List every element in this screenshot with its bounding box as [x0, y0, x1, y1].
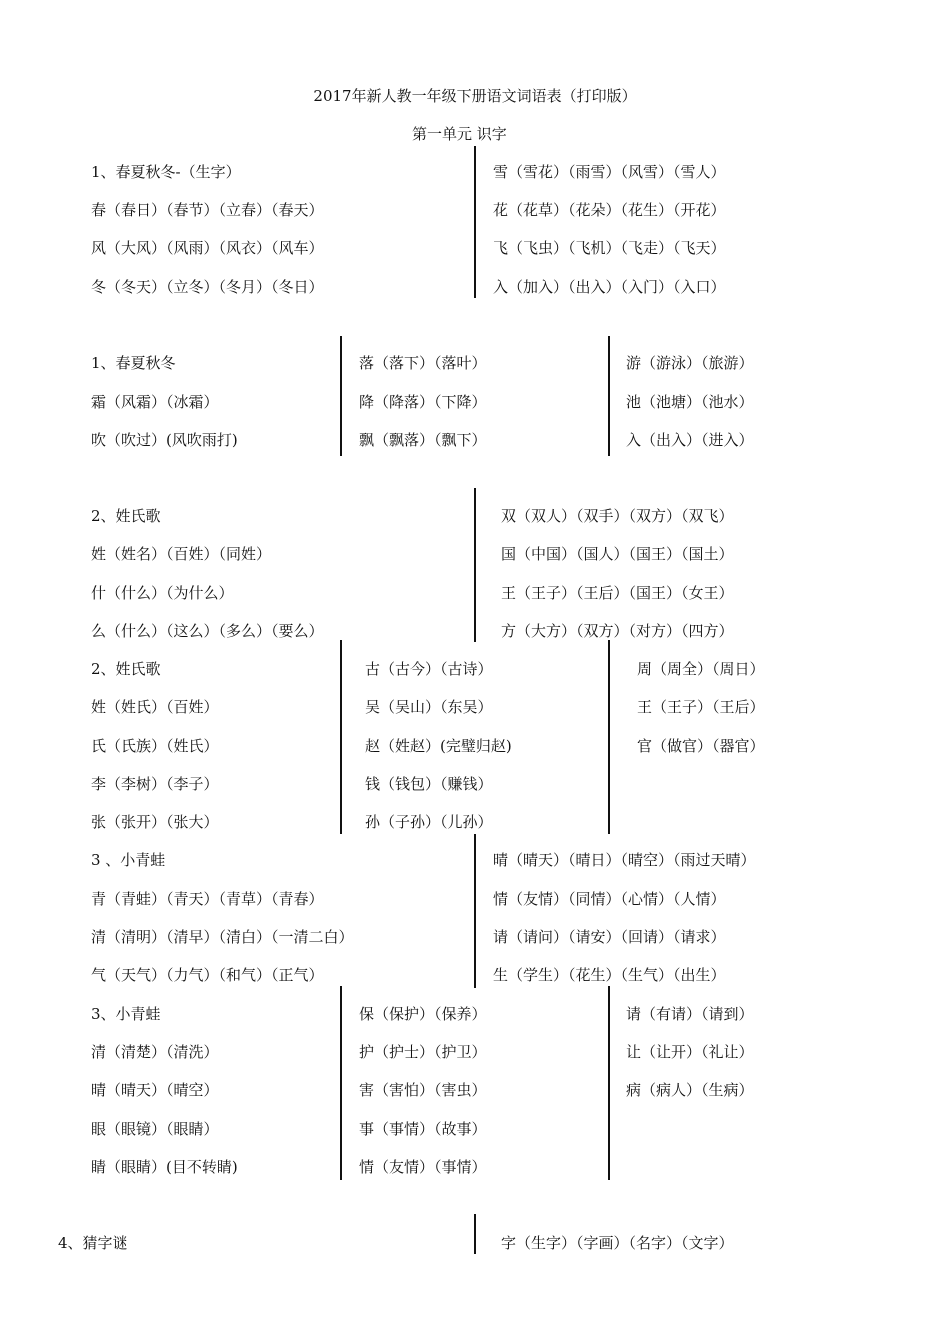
word-entry: 方（大方）（双方）（对方）（四方） [501, 622, 734, 640]
word-entry: 王（王子）（王后）（国王）（女王） [501, 584, 734, 602]
section-heading: 4、猜字谜 [58, 1234, 128, 1252]
column-divider [608, 336, 610, 456]
word-entry: 护（护士）（护卫） [359, 1043, 487, 1061]
section-heading: 2、姓氏歌 [91, 660, 161, 678]
word-entry: 请（有请）（请到） [626, 1005, 754, 1023]
word-entry: 青（青蛙）（青天）（青草）（青春） [91, 890, 324, 908]
column-divider [340, 986, 342, 1180]
word-entry: 游（游泳）（旅游） [626, 354, 754, 372]
word-entry: 雪（雪花）（雨雪）（风雪）（雪人） [493, 163, 726, 181]
word-entry: 清（清楚）（清洗） [91, 1043, 219, 1061]
word-entry: 李（李树）（李子） [91, 775, 219, 793]
word-entry: 飘（飘落）（飘下） [359, 431, 487, 449]
word-entry: 冬（冬天）（立冬）（冬月）（冬日） [91, 278, 324, 296]
column-divider [608, 986, 610, 1180]
column-divider [474, 834, 476, 988]
word-entry: 什（什么）（为什么） [91, 584, 234, 602]
word-entry: 让（让开）（礼让） [626, 1043, 754, 1061]
column-divider [340, 336, 342, 456]
word-entry: 赵（姓赵）(完璧归赵) [365, 737, 512, 755]
word-entry: 王（王子）（王后） [637, 698, 765, 716]
word-entry: 降（降落）（下降） [359, 393, 487, 411]
word-entry: 保（保护）（保养） [359, 1005, 487, 1023]
word-entry: 霜（风霜）（冰霜） [91, 393, 219, 411]
word-entry: 钱（钱包）（赚钱） [365, 775, 493, 793]
word-entry: 周（周全）（周日） [637, 660, 765, 678]
word-entry: 风（大风）（风雨）（风衣）（风车） [91, 239, 324, 257]
word-entry: 么（什么）（这么）（多么）（要么） [91, 622, 324, 640]
word-entry: 晴（晴天）（晴空） [91, 1081, 219, 1099]
word-entry: 清（清明）（清早）（清白）（一清二白） [91, 928, 354, 946]
word-entry: 张（张开）（张大） [91, 813, 219, 831]
unit-title: 第一单元 识字 [412, 125, 507, 143]
word-entry: 古（古今）（古诗） [365, 660, 493, 678]
word-entry: 池（池塘）（池水） [626, 393, 754, 411]
column-divider [340, 640, 342, 834]
section-heading: 2、姓氏歌 [91, 507, 161, 525]
word-entry: 姓（姓名）（百姓）（同姓） [91, 545, 272, 563]
word-entry: 生（学生）（花生）（生气）（出生） [493, 966, 726, 984]
word-entry: 吴（吴山）（东吴） [365, 698, 493, 716]
section-heading: 3、小青蛙 [91, 1005, 161, 1023]
word-entry: 气（天气）（力气）（和气）（正气） [91, 966, 324, 984]
word-entry: 请（请问）（请安）（回请）（请求） [493, 928, 726, 946]
word-entry: 国（中国）（国人）（国王）（国土） [501, 545, 734, 563]
word-entry: 落（落下）（落叶） [359, 354, 487, 372]
word-entry: 情（友情）（同情）（心情）（人情） [493, 890, 726, 908]
column-divider [608, 640, 610, 834]
word-entry: 花（花草）（花朵）（花生）（开花） [493, 201, 726, 219]
word-entry: 氏（氏族）（姓氏） [91, 737, 219, 755]
column-divider [474, 1214, 476, 1254]
word-entry: 官（做官）（器官） [637, 737, 765, 755]
column-divider [474, 146, 476, 298]
word-entry: 入（出入）（进入） [626, 431, 754, 449]
word-entry: 姓（姓氏）（百姓） [91, 698, 219, 716]
section-heading: 1、春夏秋冬-（生字） [91, 163, 241, 181]
word-entry: 睛（眼睛）(目不转睛) [91, 1158, 238, 1176]
word-entry: 双（双人）（双手）（双方）（双飞） [501, 507, 734, 525]
word-entry: 春（春日）（春节）（立春）（春天） [91, 201, 324, 219]
word-entry: 事（事情）（故事） [359, 1120, 487, 1138]
word-entry: 入（加入）（出入）（入门）（入口） [493, 278, 726, 296]
word-entry: 害（害怕）（害虫） [359, 1081, 487, 1099]
word-entry: 孙（子孙）（儿孙） [365, 813, 493, 831]
word-entry: 晴（晴天）（晴日）（晴空）（雨过天晴） [493, 851, 756, 869]
document-title: 2017年新人教一年级下册语文词语表（打印版） [313, 87, 637, 105]
column-divider [474, 488, 476, 642]
word-entry: 眼（眼镜）（眼睛） [91, 1120, 219, 1138]
section-heading: 1、春夏秋冬 [91, 354, 176, 372]
section-heading: 3 、小青蛙 [91, 851, 166, 869]
word-entry: 吹（吹过）(风吹雨打) [91, 431, 238, 449]
word-entry: 飞（飞虫）（飞机）（飞走）（飞天） [493, 239, 726, 257]
word-entry: 字（生字）（字画）（名字）（文字） [501, 1234, 734, 1252]
word-entry: 病（病人）（生病） [626, 1081, 754, 1099]
word-entry: 情（友情）（事情） [359, 1158, 487, 1176]
